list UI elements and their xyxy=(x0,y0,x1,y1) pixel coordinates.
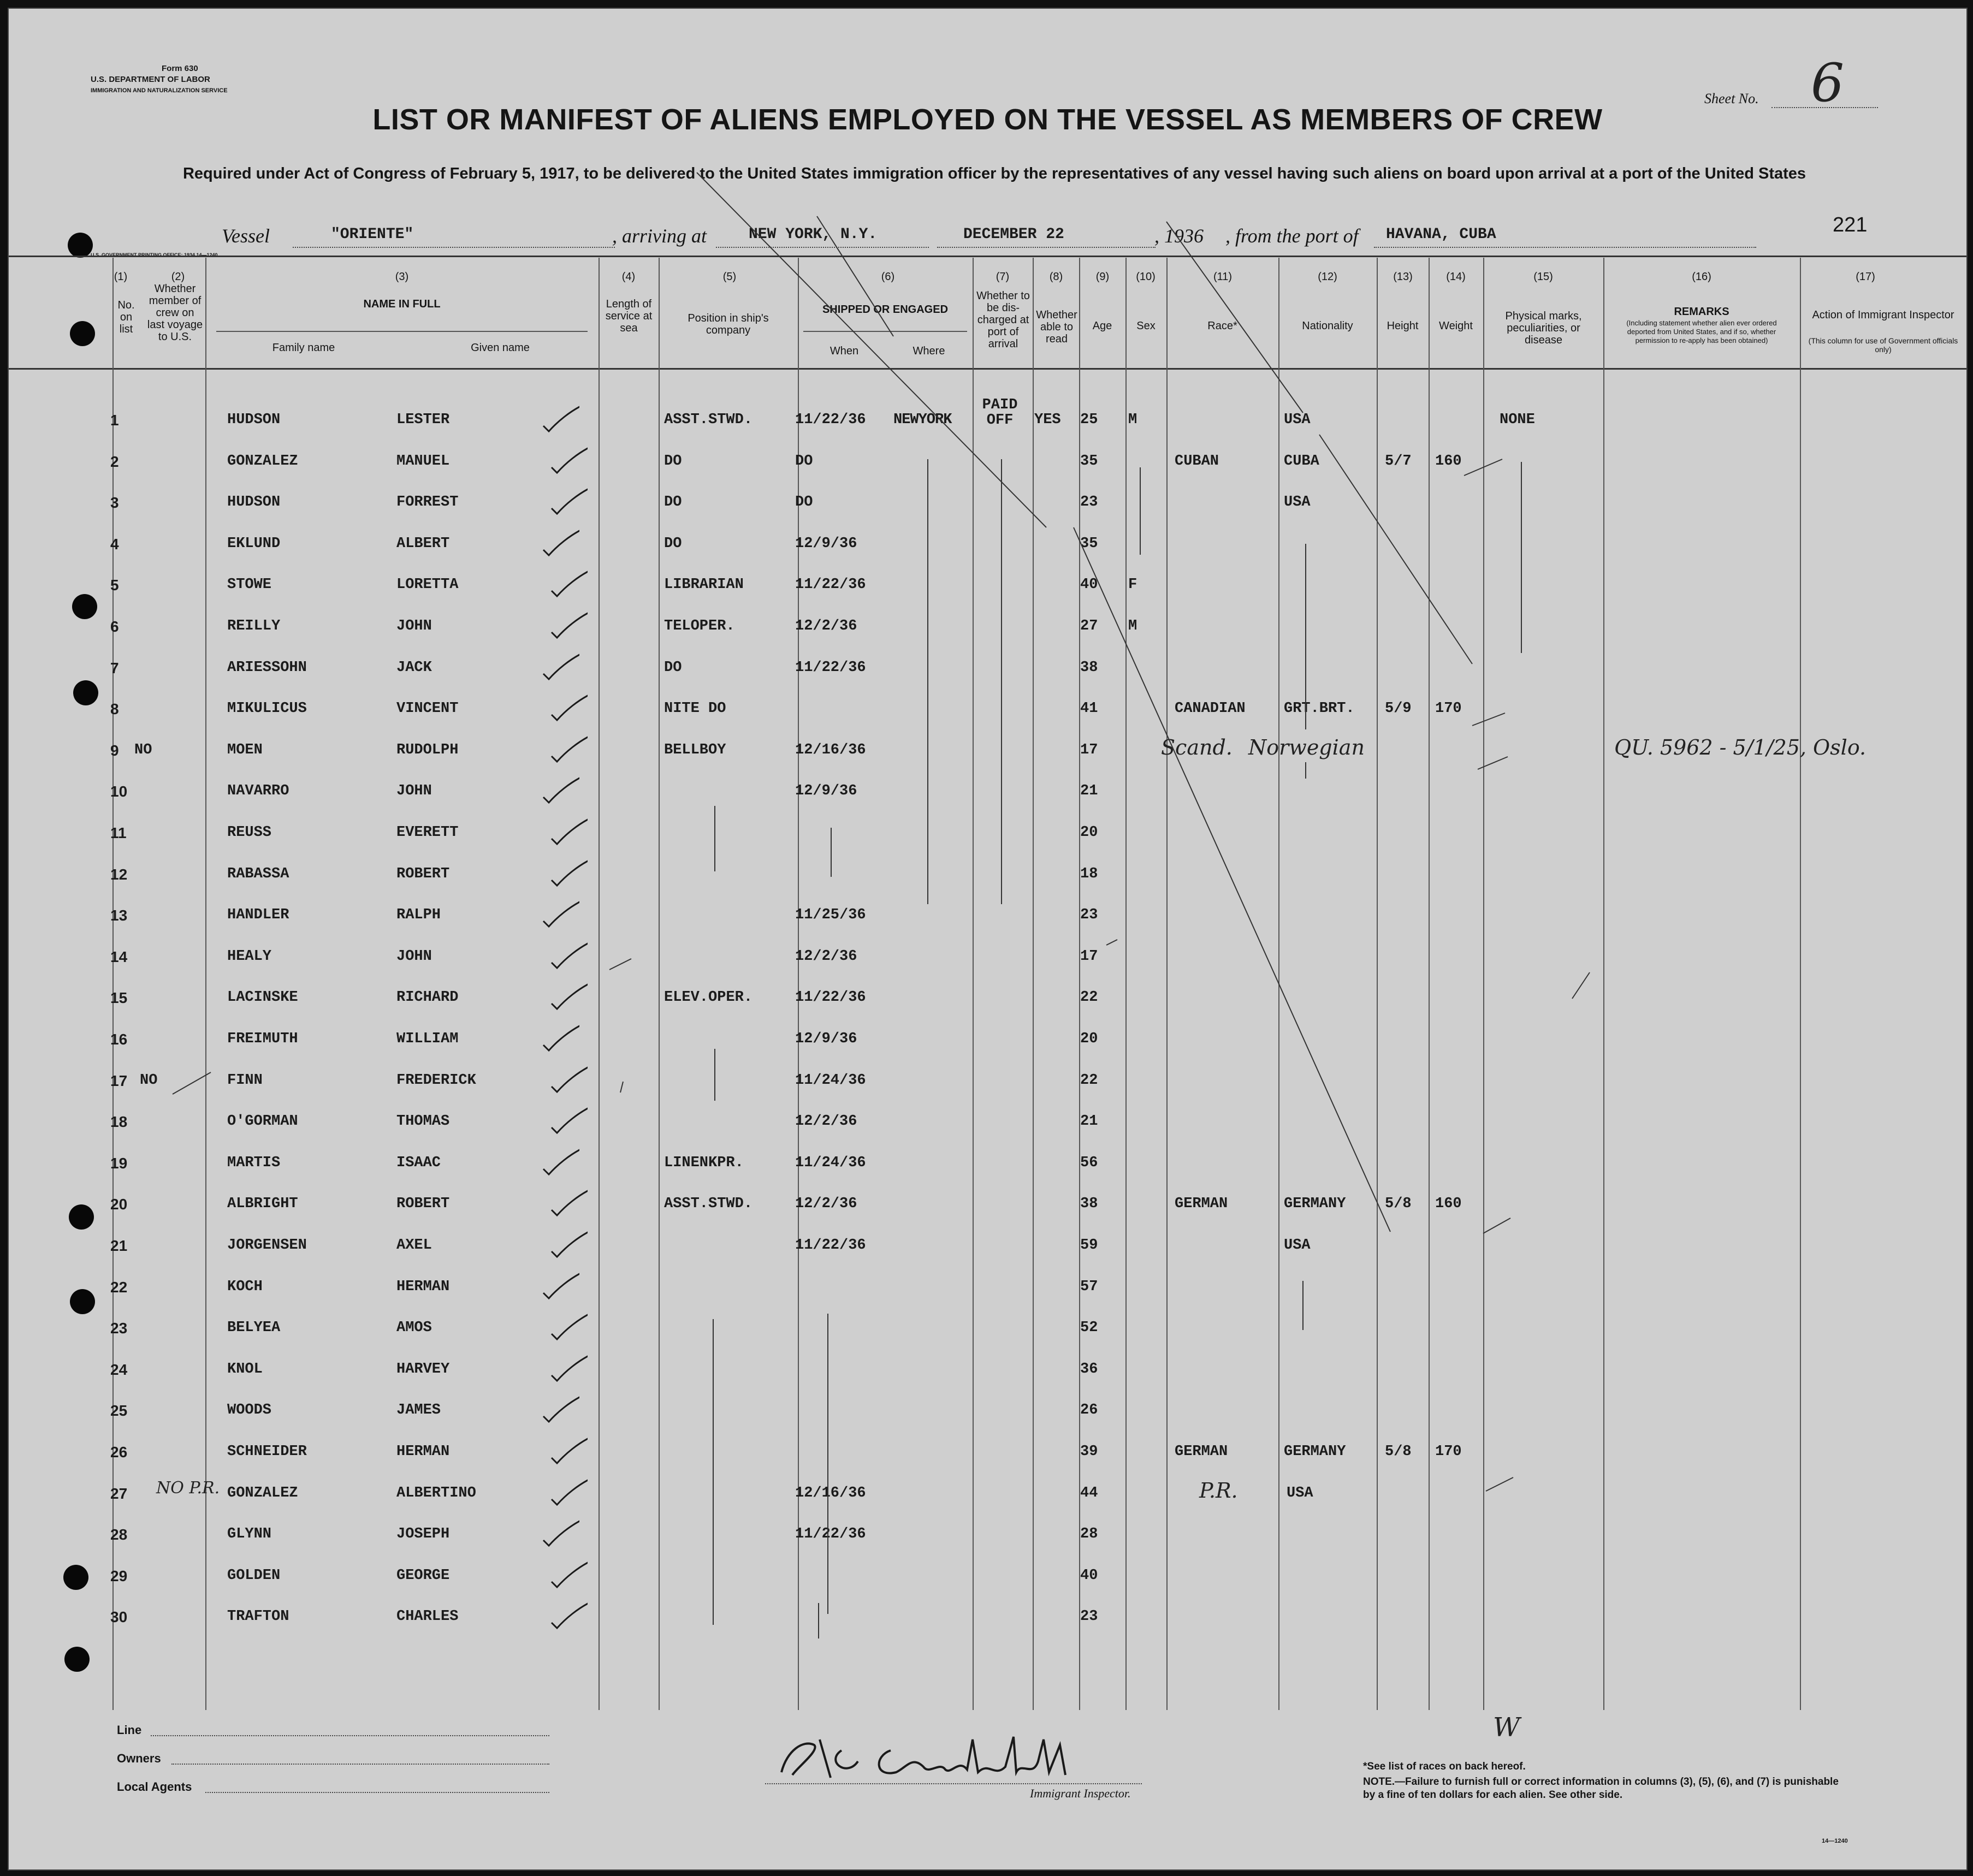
arrival-date: DECEMBER 22 xyxy=(963,226,1064,243)
row-number: 12 xyxy=(110,865,128,883)
page-number: 221 xyxy=(1833,213,1868,236)
vessel-name: "ORIENTE" xyxy=(331,226,414,243)
family-name: GLYNN xyxy=(227,1526,272,1543)
age: 22 xyxy=(1080,989,1098,1006)
remarks: QU. 5962 - 5/1/25, Oslo. xyxy=(1614,735,1867,759)
shipped-when: 11/22/36 xyxy=(795,577,866,593)
height: 5/8 xyxy=(1385,1444,1412,1460)
family-name: GONZALEZ xyxy=(227,1485,298,1501)
family-name: EKLUND xyxy=(227,535,281,552)
sheet-number: 6 xyxy=(1811,52,1845,114)
col-14-number: (14) xyxy=(1446,271,1466,283)
age: 38 xyxy=(1080,1196,1098,1213)
col-7-number: (7) xyxy=(996,271,1010,283)
position: DO xyxy=(664,494,682,511)
family-name: MIKULICUS xyxy=(227,700,307,717)
printing-office: U.S. GOVERNMENT PRINTING OFFICE: 1934 14—1240 xyxy=(91,252,218,258)
vessel-label: Vessel xyxy=(222,225,270,247)
inspector-signature xyxy=(765,1729,1136,1789)
height: 5/7 xyxy=(1385,453,1412,470)
row-number: 2 xyxy=(110,453,119,470)
family-name: NAVARRO xyxy=(227,783,289,800)
col-16-number: (16) xyxy=(1692,271,1711,283)
age: 27 xyxy=(1080,618,1098,634)
footer-owners-label: Owners xyxy=(117,1752,161,1765)
row-number: 4 xyxy=(110,535,119,553)
weight: 160 xyxy=(1435,453,1462,470)
given-name: FORREST xyxy=(396,494,459,511)
col-7-header: Whether to be dis-charged at port of arrival xyxy=(976,290,1030,350)
row-number: 27 xyxy=(110,1485,128,1502)
given-name: ROBERT xyxy=(396,865,450,882)
inspector-label: Immigrant Inspector. xyxy=(1030,1786,1131,1800)
shipped-where: NEWYORK xyxy=(893,412,952,428)
nationality: GRT.BRT. xyxy=(1284,700,1355,717)
nationality: USA xyxy=(1284,494,1311,511)
col-1-number: (1) xyxy=(114,271,128,283)
age: 59 xyxy=(1080,1237,1098,1254)
shipped-when: 11/22/36 xyxy=(795,989,866,1006)
age: 57 xyxy=(1080,1278,1098,1295)
given-name: JOHN xyxy=(396,783,432,800)
shipped-when: 12/2/36 xyxy=(795,948,857,965)
position: LIBRARIAN xyxy=(664,577,744,593)
weight: 160 xyxy=(1435,1196,1462,1213)
height: 5/9 xyxy=(1385,700,1412,717)
age: 17 xyxy=(1080,948,1098,965)
family-name: STOWE xyxy=(227,577,272,593)
age: 20 xyxy=(1080,824,1098,841)
given-name: ROBERT xyxy=(396,1196,450,1213)
age: 41 xyxy=(1080,700,1098,717)
col-4-number: (4) xyxy=(621,271,636,283)
age: 26 xyxy=(1080,1402,1098,1419)
age: 35 xyxy=(1080,535,1098,552)
row-number: 14 xyxy=(110,948,128,965)
col-6-header: SHIPPED OR ENGAGED xyxy=(822,304,949,316)
given-name: ALBERT xyxy=(396,535,450,552)
col-6-where-header: Where xyxy=(913,345,945,357)
col-1-header: No. on list xyxy=(117,299,135,335)
given-name: THOMAS xyxy=(396,1113,450,1130)
family-name: KNOL xyxy=(227,1361,263,1378)
given-name: VINCENT xyxy=(396,700,459,717)
ditto-marks xyxy=(9,9,1966,1718)
race: Scand. xyxy=(1161,735,1233,759)
given-name: RICHARD xyxy=(396,989,459,1006)
col-2-header: Whether member of crew on last voyage to U.S. xyxy=(147,283,203,343)
given-name: HERMAN xyxy=(396,1444,450,1460)
family-name: LACINSKE xyxy=(227,989,298,1006)
sheet-number-label: Sheet No. xyxy=(1704,91,1759,106)
col-2-number: (2) xyxy=(171,271,185,283)
shipped-when: 11/22/36 xyxy=(795,1526,866,1543)
page-title: LIST OR MANIFEST OF ALIENS EMPLOYED ON THE VESSEL AS MEMBERS OF CREW xyxy=(372,103,1603,136)
shipped-when: 11/22/36 xyxy=(795,412,866,428)
row-number: 18 xyxy=(110,1113,128,1131)
able-to-read: YES xyxy=(1034,412,1061,428)
col-8-number: (8) xyxy=(1049,271,1063,283)
col-6-when-header: When xyxy=(830,345,859,357)
row-number: 11 xyxy=(110,824,127,841)
col-16-subheader: (Including statement whether alien ever ordered deported from United States, and if so, whether permission to re-apply has been obtained) xyxy=(1626,319,1777,345)
col-5-header: Position in ship's company xyxy=(688,312,769,336)
row-number: 3 xyxy=(110,494,119,512)
physical-marks: NONE xyxy=(1500,412,1535,428)
from-port-label: , from the port of xyxy=(1225,225,1359,247)
row-number: 23 xyxy=(110,1320,128,1337)
form-department: U.S. DEPARTMENT OF LABOR xyxy=(91,75,210,84)
given-name: ALBERTINO xyxy=(396,1485,476,1501)
form-code: 14—1240 xyxy=(1822,1838,1848,1844)
footer-agents-label: Local Agents xyxy=(117,1780,192,1794)
nationality: CUBA xyxy=(1284,453,1319,470)
shipped-when: DO xyxy=(795,494,813,511)
family-name: REILLY xyxy=(227,618,281,634)
arrival-year: , 1936 xyxy=(1154,225,1204,247)
given-name: MANUEL xyxy=(396,453,450,470)
shipped-when: 12/9/36 xyxy=(795,535,857,552)
row-number: 13 xyxy=(110,907,128,924)
race: GERMAN xyxy=(1175,1444,1228,1460)
shipped-when: DO xyxy=(795,453,813,470)
family-name: TRAFTON xyxy=(227,1608,289,1625)
from-port: HAVANA, CUBA xyxy=(1386,226,1496,243)
shipped-when: 12/9/36 xyxy=(795,1031,857,1047)
family-name: HANDLER xyxy=(227,907,289,924)
shipped-when: 12/9/36 xyxy=(795,783,857,800)
position: TELOPER. xyxy=(664,618,735,634)
col-17-subheader: (This column for use of Government officials only) xyxy=(1808,336,1958,354)
age: 18 xyxy=(1080,865,1098,882)
col-15-header: Physical marks, peculiarities, or disease xyxy=(1505,310,1582,346)
col-11-number: (11) xyxy=(1213,271,1233,283)
sex: M xyxy=(1128,618,1137,634)
position: DO xyxy=(664,659,682,676)
row-number: 22 xyxy=(110,1278,128,1296)
row-number: 5 xyxy=(110,577,119,594)
manifest-sheet xyxy=(8,8,1968,1871)
given-name: WILLIAM xyxy=(396,1031,459,1047)
shipped-when: 11/24/36 xyxy=(795,1154,866,1171)
given-name: RALPH xyxy=(396,907,441,924)
family-name: FINN xyxy=(227,1072,263,1089)
row-number: 28 xyxy=(110,1526,128,1543)
form-service: IMMIGRATION AND NATURALIZATION SERVICE xyxy=(91,87,228,94)
race: P.R. xyxy=(1199,1478,1238,1503)
col-3-number: (3) xyxy=(395,271,409,283)
age: 40 xyxy=(1080,577,1098,593)
family-name: REUSS xyxy=(227,824,272,841)
row-number: 19 xyxy=(110,1154,128,1172)
row-number: 21 xyxy=(110,1237,128,1254)
shipped-when: 11/22/36 xyxy=(795,1237,866,1254)
family-name: WOODS xyxy=(227,1402,272,1419)
shipped-when: 11/25/36 xyxy=(795,907,866,924)
row-number: 17 xyxy=(110,1072,128,1089)
col-9-header: Age xyxy=(1092,320,1112,332)
age: 21 xyxy=(1080,1113,1098,1130)
last-voyage: NO xyxy=(140,1072,158,1089)
col-8-header: Whether able to read xyxy=(1036,309,1077,345)
given-name: AXEL xyxy=(396,1237,432,1254)
weight: 170 xyxy=(1435,1444,1462,1460)
family-name: GOLDEN xyxy=(227,1567,281,1584)
handwritten-mark: W xyxy=(1493,1712,1520,1743)
form-number: Form 630 xyxy=(162,64,198,73)
shipped-when: 12/16/36 xyxy=(795,741,866,758)
given-name: HARVEY xyxy=(396,1361,450,1378)
col-3-family-header: Family name xyxy=(272,342,335,354)
shipped-when: 12/2/36 xyxy=(795,1196,857,1213)
shipped-when: 11/22/36 xyxy=(795,659,866,676)
col-9-number: (9) xyxy=(1095,271,1110,283)
row-number: 15 xyxy=(110,989,128,1007)
row-number: 6 xyxy=(110,618,119,635)
col-10-number: (10) xyxy=(1136,271,1156,283)
page-subtitle: Required under Act of Congress of February 5, 1917, to be delivered to the United States immigration officer by the representatives of any vessel having such aliens on board upon arrival at a port of the United States xyxy=(182,165,1806,182)
age: 56 xyxy=(1080,1154,1098,1171)
given-name: JAMES xyxy=(396,1402,441,1419)
family-name: JORGENSEN xyxy=(227,1237,307,1254)
given-name: GEORGE xyxy=(396,1567,450,1584)
given-name: JOSEPH xyxy=(396,1526,450,1543)
family-name: ARIESSOHN xyxy=(227,659,307,676)
col-4-header: Length of service at sea xyxy=(605,298,653,334)
nationality: Norwegian xyxy=(1248,735,1365,759)
col-14-header: Weight xyxy=(1439,320,1473,332)
row-number: 20 xyxy=(110,1196,128,1213)
shipped-when: 12/2/36 xyxy=(795,1113,857,1130)
position: NITE DO xyxy=(664,700,726,717)
given-name: JOHN xyxy=(396,618,432,634)
family-name: HUDSON xyxy=(227,412,281,428)
row-number: 30 xyxy=(110,1608,128,1626)
row-number: 8 xyxy=(110,700,119,718)
given-name: JOHN xyxy=(396,948,432,965)
col-6-number: (6) xyxy=(881,271,895,283)
col-3-header: NAME IN FULL xyxy=(363,298,441,310)
family-name: O'GORMAN xyxy=(227,1113,298,1130)
sex: M xyxy=(1128,412,1137,428)
discharged: PAID OFF xyxy=(982,397,1018,429)
race: CUBAN xyxy=(1175,453,1219,470)
given-name: CHARLES xyxy=(396,1608,459,1625)
shipped-when: 12/16/36 xyxy=(795,1485,866,1501)
race-note: *See list of races on back hereof. xyxy=(1363,1761,1526,1772)
age: 44 xyxy=(1080,1485,1098,1501)
col-16-header: REMARKS xyxy=(1674,306,1729,318)
age: 21 xyxy=(1080,783,1098,800)
age: 17 xyxy=(1080,741,1098,758)
position: DO xyxy=(664,535,682,552)
family-name: HUDSON xyxy=(227,494,281,511)
last-voyage: NO xyxy=(134,741,152,758)
family-name: MOEN xyxy=(227,741,263,758)
row-number: 1 xyxy=(110,412,119,429)
age: 52 xyxy=(1080,1320,1098,1337)
age: 20 xyxy=(1080,1031,1098,1047)
family-name: HEALY xyxy=(227,948,272,965)
row-number: 29 xyxy=(110,1567,128,1584)
position: ASST.STWD. xyxy=(664,412,753,428)
col-12-header: Nationality xyxy=(1302,320,1353,332)
position: BELLBOY xyxy=(664,741,726,758)
col-15-number: (15) xyxy=(1533,271,1553,283)
col-5-number: (5) xyxy=(722,271,737,283)
given-name: LESTER xyxy=(396,412,450,428)
given-name: EVERETT xyxy=(396,824,459,841)
age: 25 xyxy=(1080,412,1098,428)
family-name: SCHNEIDER xyxy=(227,1444,307,1460)
col-13-number: (13) xyxy=(1393,271,1413,283)
age: 23 xyxy=(1080,1608,1098,1625)
col-12-number: (12) xyxy=(1318,271,1337,283)
race: CANADIAN xyxy=(1175,700,1246,717)
arriving-label: , arriving at xyxy=(612,225,707,247)
weight: 170 xyxy=(1435,700,1462,717)
given-name: LORETTA xyxy=(396,577,459,593)
age: 38 xyxy=(1080,659,1098,676)
col-10-header: Sex xyxy=(1136,320,1156,332)
age: 40 xyxy=(1080,1567,1098,1584)
age: 36 xyxy=(1080,1361,1098,1378)
sex: F xyxy=(1128,577,1137,593)
family-name: ALBRIGHT xyxy=(227,1196,298,1213)
age: 28 xyxy=(1080,1526,1098,1543)
col-3-given-header: Given name xyxy=(471,342,530,354)
given-name: FREDERICK xyxy=(396,1072,476,1089)
given-name: JACK xyxy=(396,659,432,676)
nationality: USA xyxy=(1287,1485,1313,1501)
fine-note: NOTE.—Failure to furnish full or correct information in columns (3), (5), (6), and (7) is punishable by a fine of ten dollars for each alien. See other side. xyxy=(1363,1776,1839,1801)
row-number: 16 xyxy=(110,1031,128,1048)
age: 39 xyxy=(1080,1444,1098,1460)
nationality: GERMANY xyxy=(1284,1444,1346,1460)
given-name: ISAAC xyxy=(396,1154,441,1171)
family-name: GONZALEZ xyxy=(227,453,298,470)
given-name: AMOS xyxy=(396,1320,432,1337)
arriving-port: NEW YORK, N.Y. xyxy=(749,226,878,243)
given-name: RUDOLPH xyxy=(396,741,459,758)
col-17-number: (17) xyxy=(1856,271,1875,283)
row-number: 7 xyxy=(110,659,119,676)
row-number: 9 xyxy=(110,741,119,759)
row-number: 25 xyxy=(110,1402,128,1420)
family-name: RABASSA xyxy=(227,865,289,882)
family-name: MARTIS xyxy=(227,1154,281,1171)
race: GERMAN xyxy=(1175,1196,1228,1213)
age: 22 xyxy=(1080,1072,1098,1089)
age: 23 xyxy=(1080,494,1098,511)
col-17-header: Action of Immigrant Inspector xyxy=(1812,309,1954,321)
nationality: GERMANY xyxy=(1284,1196,1346,1213)
shipped-when: 11/24/36 xyxy=(795,1072,866,1089)
position: ELEV.OPER. xyxy=(664,989,753,1006)
family-name: FREIMUTH xyxy=(227,1031,298,1047)
age: 35 xyxy=(1080,453,1098,470)
nationality: USA xyxy=(1284,412,1311,428)
col-11-header: Race* xyxy=(1207,320,1237,332)
position: LINENKPR. xyxy=(664,1154,744,1171)
given-name: HERMAN xyxy=(396,1278,450,1295)
row-number: 26 xyxy=(110,1444,128,1461)
nationality: USA xyxy=(1284,1237,1311,1254)
position: DO xyxy=(664,453,682,470)
footer-line-label: Line xyxy=(117,1723,142,1737)
shipped-when: 12/2/36 xyxy=(795,618,857,634)
position: ASST.STWD. xyxy=(664,1196,753,1213)
family-name: KOCH xyxy=(227,1278,263,1295)
age: 23 xyxy=(1080,907,1098,924)
row-number: 24 xyxy=(110,1361,128,1378)
row-number: 10 xyxy=(110,783,128,800)
family-name: BELYEA xyxy=(227,1320,281,1337)
col-13-header: Height xyxy=(1387,320,1419,332)
height: 5/8 xyxy=(1385,1196,1412,1213)
last-voyage: NO P.R. xyxy=(156,1478,220,1498)
